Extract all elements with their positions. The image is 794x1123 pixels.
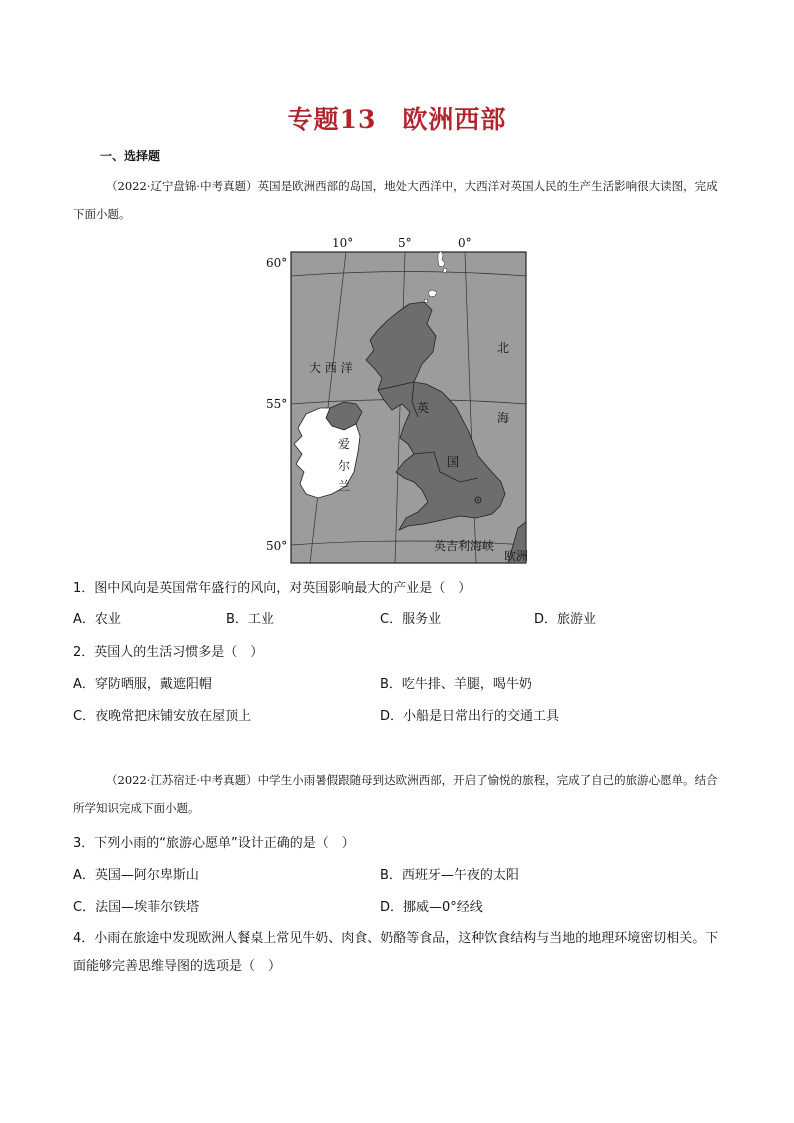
lon-label-0: 0° [458,236,472,250]
label-sea: 海 [497,411,510,425]
label-north: 北 [497,341,510,355]
label-ai: 爱 [338,437,351,451]
q3-option-d: D．挪威—0°经线 [380,900,483,915]
lon-label-10: 10° [332,236,354,250]
question-group-intro-1: （2022·辽宁盘锦·中考真题）英国是欧洲西部的岛国，地处大西洋中，大西洋对英国人民的生产生活影响很大读图，完成下面小题。 [73,179,718,221]
label-er: 尔 [338,459,351,473]
q1-option-c: C．服务业 [380,612,442,627]
question-2-stem: 2．英国人的生活习惯多是（ ） [73,645,264,660]
q3-option-b: B．西班牙—午夜的太阳 [380,868,519,883]
q2-option-b: B．吃牛排、羊腿，喝牛奶 [380,677,532,692]
question-1-stem: 1．图中风向是英国常年盛行的风向，对英国影响最大的产业是（ ） [73,581,472,596]
section-heading: 一、选择题 [100,149,161,163]
question-4-stem: 4．小雨在旅途中发现欧洲人餐桌上常见牛奶、肉食、奶酪等食品，这种饮食结构与当地的地理环境密切相关。下面能够完善思维导图的选项是（ ） [73,931,719,974]
q2-option-a: A．穿防晒服，戴遮阳帽 [73,677,212,692]
label-guo: 国 [447,455,460,469]
q1-option-a: A．农业 [73,612,121,627]
question-3-stem: 3．下列小雨的“旅游心愿单”设计正确的是（ ） [73,836,355,851]
label-english-channel: 英吉利海峡 [434,539,495,553]
q3-option-a: A．英国—阿尔卑斯山 [73,868,199,883]
label-europe: 欧洲 [504,549,529,563]
q2-option-d: D．小船是日常出行的交通工具 [380,709,560,724]
lat-label-55: 55° [266,397,288,411]
q3-option-c: C．法国—埃菲尔铁塔 [73,900,200,915]
label-atlantic: 大 西 洋 [309,361,353,375]
lat-label-50: 50° [266,539,288,553]
label-lan: 兰 [338,479,351,493]
q2-option-c: C．夜晚常把床铺安放在屋顶上 [73,709,252,724]
lon-label-5: 5° [398,236,412,250]
lat-label-60: 60° [266,256,288,270]
q1-option-d: D．旅游业 [534,612,597,627]
label-ying: 英 [417,401,430,415]
uk-map [264,232,534,568]
page-title: 专题13 欧洲西部 [287,105,507,134]
question-group-intro-2: （2022·江苏宿迁·中考真题）中学生小雨暑假跟随母到达欧洲西部，开启了愉悦的旅程，完成了自己的旅游心愿单。结合所学知识完成下面小题。 [73,773,718,815]
q1-option-b: B．工业 [226,612,274,627]
